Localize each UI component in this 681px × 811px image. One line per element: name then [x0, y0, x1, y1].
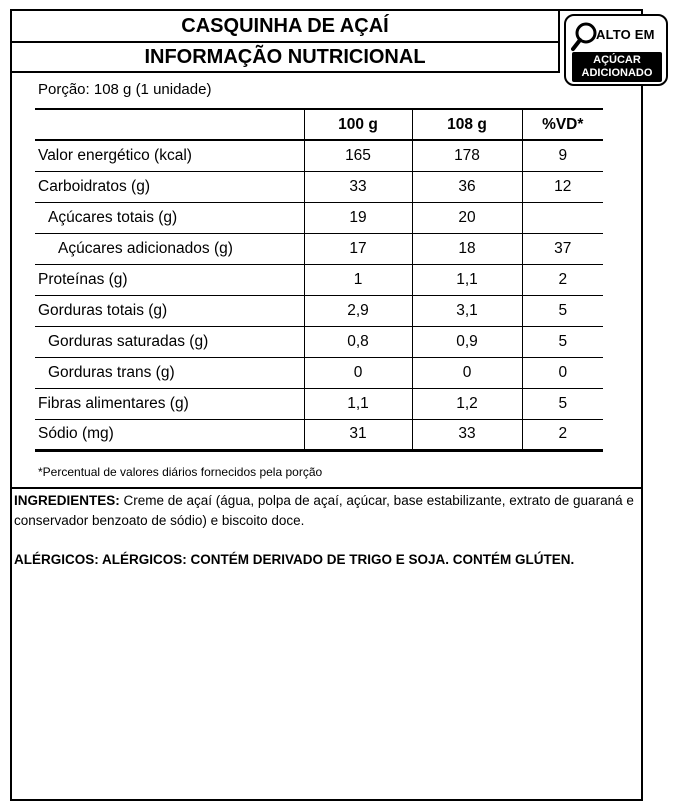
value-vd: 12 [522, 171, 603, 202]
value-vd: 5 [522, 326, 603, 357]
value-108g: 0 [412, 357, 522, 388]
value-100g: 31 [304, 419, 412, 450]
value-vd: 9 [522, 140, 603, 171]
table-row [35, 326, 603, 357]
value-100g: 19 [304, 202, 412, 233]
table-row [35, 140, 603, 171]
portion-size: Porção: 108 g (1 unidade) [38, 81, 212, 98]
table-row [35, 202, 603, 233]
column-header-nutrient [35, 109, 304, 140]
ingredients-list: Creme de açaí (água, polpa de açaí, açúcar, base estabilizante, extrato de guaraná e conservador benzoato de sódio) e biscoito doce. [14, 493, 634, 528]
ingredients-label: INGREDIENTES: [14, 493, 120, 508]
magnifier-icon [571, 22, 599, 52]
value-100g: 165 [304, 140, 412, 171]
nutrient-label: Gorduras totais (g) [35, 295, 304, 326]
nutrient-label: Carboidratos (g) [35, 171, 304, 202]
table-row [35, 171, 603, 202]
column-header-100g: 100 g [304, 109, 412, 140]
value-vd [522, 202, 603, 233]
value-vd: 2 [522, 419, 603, 450]
value-108g: 178 [412, 140, 522, 171]
nutrient-label: Gorduras saturadas (g) [35, 326, 304, 357]
value-100g: 0 [304, 357, 412, 388]
ingredients-text [14, 491, 642, 531]
value-vd: 0 [522, 357, 603, 388]
table-row [35, 357, 603, 388]
value-100g: 33 [304, 171, 412, 202]
value-100g: 2,9 [304, 295, 412, 326]
value-108g: 33 [412, 419, 522, 450]
value-108g: 1,2 [412, 388, 522, 419]
table-row [35, 233, 603, 264]
nutrient-label: Sódio (mg) [35, 419, 304, 450]
seal-top-text: ALTO EM [596, 27, 655, 42]
seal-bottom-box [572, 52, 662, 82]
value-vd: 2 [522, 264, 603, 295]
column-header-vd: %VD* [522, 109, 603, 140]
value-108g: 0,9 [412, 326, 522, 357]
nutrition-table [35, 108, 603, 452]
allergens-text: ALÉRGICOS: ALÉRGICOS: CONTÉM DERIVADO DE TRIGO E SOJA. CONTÉM GLÚTEN. [14, 552, 575, 567]
seal-bottom-line2: ADICIONADO [581, 67, 653, 79]
value-100g: 0,8 [304, 326, 412, 357]
nutrient-label: Proteínas (g) [35, 264, 304, 295]
column-header-108g: 108 g [412, 109, 522, 140]
value-100g: 1,1 [304, 388, 412, 419]
nutrition-heading: INFORMAÇÃO NUTRICIONAL [144, 46, 426, 68]
table-row [35, 388, 603, 419]
value-108g: 36 [412, 171, 522, 202]
value-vd: 5 [522, 388, 603, 419]
table-header-row [35, 109, 603, 140]
nutrient-label: Valor energético (kcal) [35, 140, 304, 171]
table-row [35, 419, 603, 450]
table-row [35, 295, 603, 326]
high-in-added-sugar-seal [564, 14, 668, 86]
value-100g: 1 [304, 264, 412, 295]
value-108g: 3,1 [412, 295, 522, 326]
value-108g: 1,1 [412, 264, 522, 295]
value-100g: 17 [304, 233, 412, 264]
product-title: CASQUINHA DE AÇAÍ [181, 15, 389, 37]
value-vd: 37 [522, 233, 603, 264]
nutrient-label: Açúcares adicionados (g) [35, 233, 304, 264]
table-row [35, 264, 603, 295]
daily-value-footnote: *Percentual de valores diários fornecidos pela porção [38, 465, 323, 479]
value-vd: 5 [522, 295, 603, 326]
nutrient-label: Açúcares totais (g) [35, 202, 304, 233]
section-divider [10, 487, 643, 489]
value-108g: 18 [412, 233, 522, 264]
nutrient-label: Fibras alimentares (g) [35, 388, 304, 419]
nutrient-label: Gorduras trans (g) [35, 357, 304, 388]
value-108g: 20 [412, 202, 522, 233]
seal-bottom-line1: AÇÚCAR [593, 54, 641, 66]
